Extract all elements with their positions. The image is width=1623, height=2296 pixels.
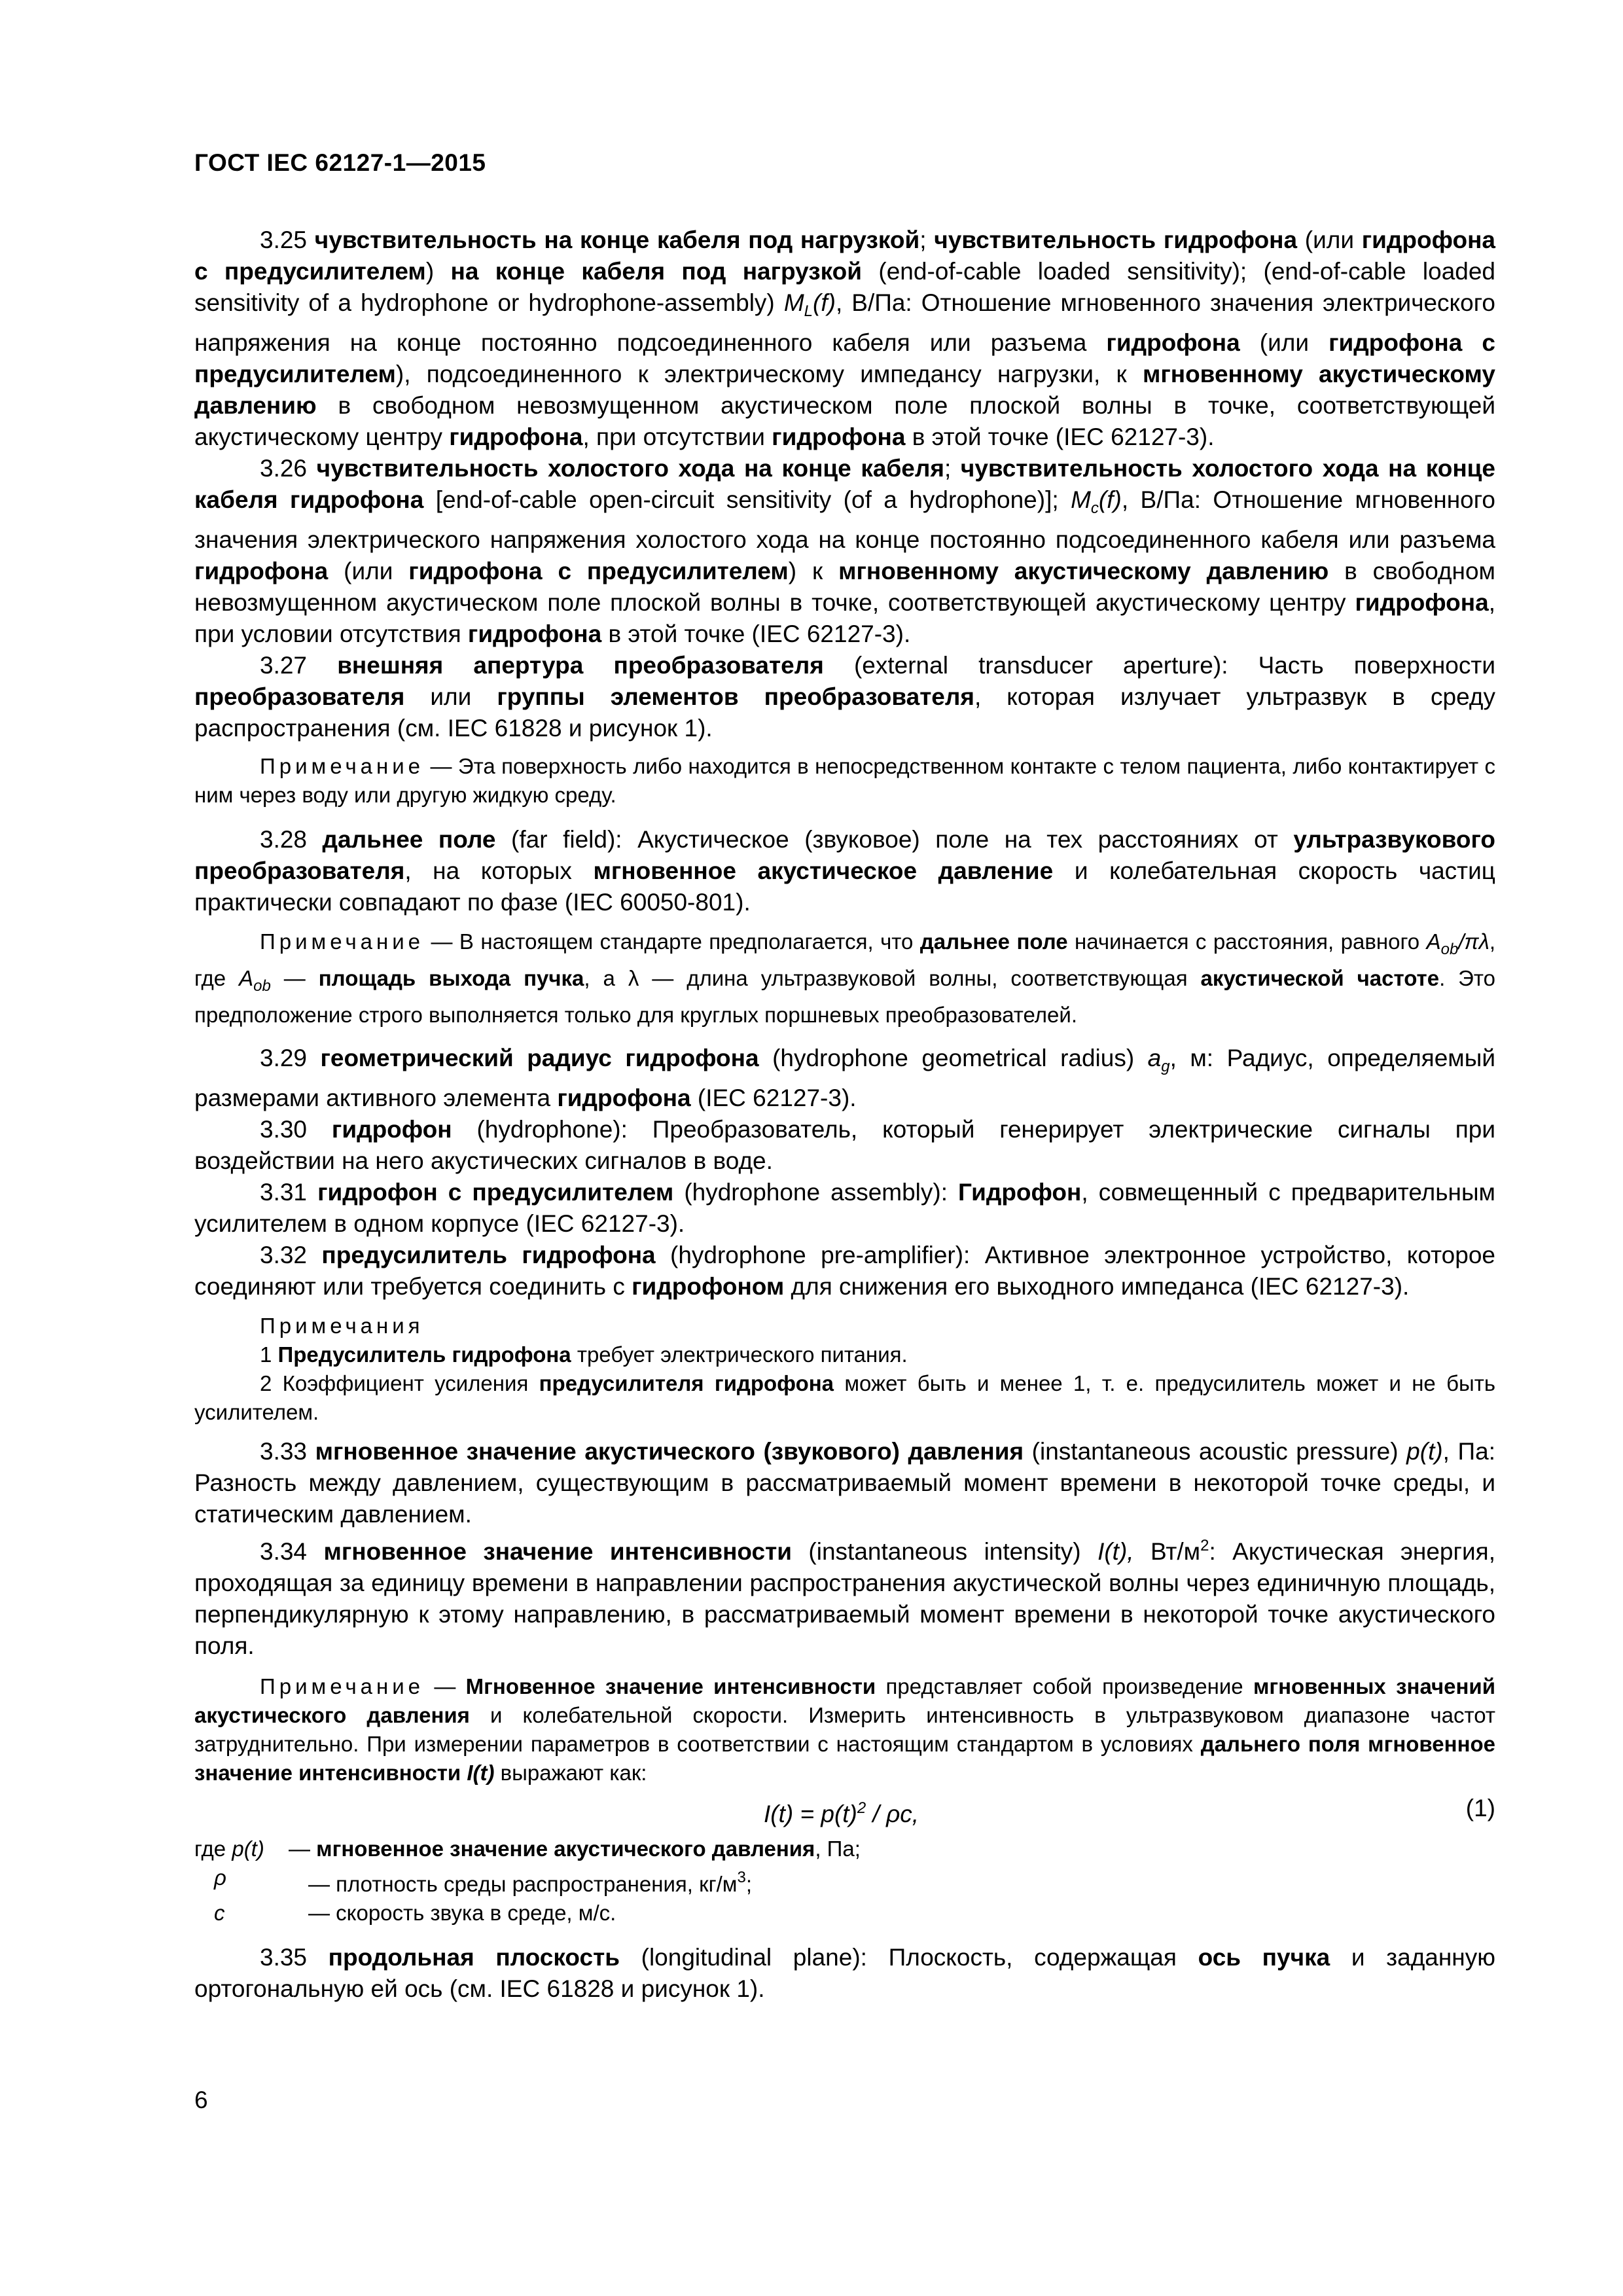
text-run: Предусилитель гидрофона	[277, 1342, 571, 1367]
text-run: 3.33	[260, 1438, 315, 1465]
text-run: гидрофон с предусилителем	[317, 1179, 674, 1206]
text-run: , на которых	[404, 857, 594, 884]
text-run: геометрический радиус гидрофона	[320, 1045, 759, 1071]
note-paragraph	[194, 1369, 1495, 1427]
text-run: I(t),	[1097, 1538, 1134, 1565]
text-run: — плотность среды распространения, кг/м	[308, 1872, 738, 1896]
text-run: ;	[919, 226, 935, 253]
text-run: , В/Па: Отношение мгновенного значения электрического напряжения на конце постоянно подсоединенного кабеля или разъема	[194, 289, 1495, 356]
text-run: мгновенное акустическое давление	[593, 857, 1054, 884]
formula-legend-row	[194, 1899, 1495, 1928]
text-run: Мгновенное значение интенсивности	[465, 1674, 876, 1698]
text-run: 3.32	[260, 1242, 322, 1268]
text-run: гидрофона	[1355, 589, 1489, 616]
text-run: предусилитель гидрофона	[321, 1242, 656, 1268]
text-run: M	[1071, 486, 1091, 513]
text-run: 2	[1200, 1537, 1209, 1554]
text-run: , м: Радиус, определяемый размерами активного элемента	[194, 1045, 1495, 1111]
text-run: (hydrophone): Преобразователь, который генерирует электрические сигналы при воздействии на него акустических сигналов в воде.	[194, 1116, 1495, 1174]
text-run: гидрофона	[1106, 329, 1240, 356]
text-run: чувствительность холостого хода на конце кабеля	[316, 455, 944, 482]
formula-1	[194, 1793, 1495, 1829]
text-run: выражают как:	[494, 1761, 647, 1785]
term-definition-paragraph	[194, 1436, 1495, 1530]
text-run: : Акустическая энергия, проходящая за единицу времени в направлении распространения акустической волны через единичную площадь, перпендикулярную к этому направлению, в рассматриваемый момент времени в некоторой точке акустического поля.	[194, 1538, 1495, 1659]
formula-symbol-definition	[289, 1835, 1495, 1863]
text-run: или	[404, 683, 497, 710]
text-run: предусилителя гидрофона	[539, 1371, 834, 1395]
text-run: гидрофона	[449, 423, 583, 450]
text-run: мгновенное значение интенсивности	[323, 1538, 792, 1565]
text-run: — Эта поверхность либо находится в непосредственном контакте с телом пациента, либо контактирует с ним через воду или другую жидкую среду.	[194, 754, 1495, 807]
text-run: Примечание	[260, 1674, 425, 1698]
term-definition-paragraph	[194, 1530, 1495, 1662]
text-run: гидрофона	[467, 620, 602, 647]
text-run: 3.26	[260, 455, 317, 482]
text-run: , которая излучает ультразвук в среду распространения (см. IEC 61828 и рисунок 1).	[194, 683, 1495, 742]
note-paragraph	[194, 927, 1495, 1030]
text-run: (или	[328, 558, 409, 584]
text-run: 2	[857, 1799, 866, 1817]
text-run: гидрофона	[194, 558, 329, 584]
text-run: (longitudinal plane): Плоскость, содержащая	[619, 1944, 1198, 1971]
document-body	[194, 224, 1495, 2005]
term-definition-paragraph	[194, 1114, 1495, 1177]
text-run: (far field): Акустическое (звуковое) поле на тех расстояниях от	[495, 826, 1294, 853]
text-run: гидрофон	[331, 1116, 452, 1143]
text-run: —	[270, 966, 319, 990]
text-run: g	[1161, 1058, 1170, 1075]
text-run: 3.34	[260, 1538, 324, 1565]
text-run: мгновенное значение акустического (звукового) давления	[315, 1438, 1024, 1465]
text-run: Примечание	[260, 754, 425, 778]
text-run: , при отсутствии	[582, 423, 772, 450]
text-run: в этой точке (IEC 62127-3).	[601, 620, 911, 647]
text-run: ось пучка	[1198, 1944, 1330, 1971]
text-run: для снижения его выходного импеданса (IEC 62127-3).	[784, 1273, 1410, 1300]
text-run: , совмещенный с предварительным усилителем в одном корпусе (IEC 62127-3).	[194, 1179, 1495, 1237]
text-run: дальнего поля мгновенное значение интенсивности	[194, 1732, 1496, 1785]
text-run: 2 Коэффициент усиления	[260, 1371, 539, 1395]
text-run: дальнее поле	[919, 929, 1068, 954]
term-definition-paragraph	[194, 1240, 1495, 1302]
text-run: ;	[745, 1872, 752, 1896]
formula-legend	[194, 1835, 1495, 1928]
text-run: — В настоящем стандарте предполагается, что	[424, 929, 920, 954]
term-definition-paragraph	[194, 1942, 1495, 2005]
formula-symbol: c	[214, 1901, 225, 1925]
text-run: (instantaneous intensity)	[792, 1538, 1098, 1565]
text-run: гидрофона	[772, 423, 906, 450]
text-run: , при условии отсутствия	[194, 589, 1495, 647]
text-run: , Па;	[815, 1837, 861, 1861]
formula-symbol: ρ	[214, 1865, 226, 1890]
text-run: M	[783, 289, 804, 316]
text-run: (external transducer aperture): Часть поверхности	[823, 652, 1495, 679]
text-run: мгновенных значений акустического давления	[194, 1674, 1495, 1727]
text-run: (end-of-cable loaded sensitivity); (end-of-cable loaded sensitivity of a hydrophone or hydrophone-assembly)	[194, 258, 1496, 316]
text-run: акустической частоте	[1200, 966, 1440, 990]
text-run: внешняя апертура преобразователя	[337, 652, 824, 679]
text-run: представляет собой произведение	[876, 1674, 1253, 1698]
text-run: мгновенному акустическому давлению	[194, 361, 1495, 419]
text-run: преобразователя	[194, 683, 405, 710]
text-run: , В/Па: Отношение мгновенного значения электрического напряжения холостого хода на конце постоянно подсоединенного кабеля или разъема	[194, 486, 1495, 553]
text-run: —	[424, 1674, 466, 1698]
text-run: и колебательной скорости. Измерить интенсивность в ультразвуковом диапазоне частот затруднительно. При измерении параметров в соответствии с настоящим стандартом в условиях	[194, 1703, 1495, 1756]
term-definition-paragraph	[194, 453, 1495, 650]
text-run: Вт/м	[1133, 1538, 1201, 1565]
formula-expression	[764, 1793, 919, 1830]
text-run: ), подсоединенного к электрическому импедансу нагрузки, к	[395, 361, 1143, 387]
formula-number: (1)	[1465, 1795, 1495, 1821]
text-run: / ρc,	[866, 1801, 919, 1827]
text-run: —	[289, 1837, 317, 1861]
text-run: (f)	[813, 289, 836, 316]
text-run: 3.35	[260, 1944, 329, 1971]
text-run: гидрофона с предусилителем	[194, 226, 1496, 285]
text-run: гидрофона	[557, 1085, 691, 1111]
text-run: начинается с расстояния, равного	[1067, 929, 1427, 954]
text-run: 3	[737, 1869, 746, 1886]
text-run: A	[1426, 929, 1441, 954]
text-run	[461, 1761, 467, 1785]
text-run: — скорость звука в среде, м/с.	[308, 1901, 616, 1925]
text-run: c	[1090, 499, 1099, 517]
text-run: группы элементов преобразователя	[497, 683, 974, 710]
term-definition-paragraph	[194, 824, 1495, 918]
term-definition-paragraph	[194, 1043, 1495, 1114]
text-run: A	[239, 966, 254, 990]
text-run: и колебательная скорость частиц практически совпадают по фазе (IEC 60050-801).	[194, 857, 1495, 916]
text-run: a	[1147, 1045, 1162, 1071]
text-run: Гидрофон	[958, 1179, 1082, 1206]
text-run: [end-of-cable open-circuit sensitivity (of a hydrophone)];	[423, 486, 1071, 513]
text-run: p(t)	[1406, 1438, 1443, 1465]
note-paragraph	[194, 1672, 1495, 1787]
term-definition-paragraph	[194, 650, 1495, 744]
text-run: I(t) = p(t)	[764, 1801, 857, 1827]
text-run: мгновенному акустическому давлению	[838, 558, 1329, 584]
text-run: продольная плоскость	[328, 1944, 620, 1971]
text-run: 3.28	[260, 826, 323, 853]
text-run: (hydrophone geometrical radius)	[758, 1045, 1148, 1071]
term-definition-paragraph	[194, 224, 1495, 453]
text-run: I(t)	[467, 1761, 495, 1785]
text-run: на конце кабеля под нагрузкой	[450, 258, 863, 285]
text-run: . Это предположение строго выполняется только для круглых поршневых преобразователей.	[194, 966, 1495, 1027]
text-run: Примечание	[260, 929, 425, 954]
text-run: 3.29	[260, 1045, 321, 1071]
text-run: ;	[944, 455, 961, 482]
text-run: L	[804, 302, 813, 320]
text-run: )	[425, 258, 451, 285]
formula-symbol: где p(t)	[194, 1837, 264, 1861]
text-run: , а λ — длина ультразвуковой волны, соответствующая	[584, 966, 1201, 990]
text-run: требует электрического питания.	[571, 1342, 908, 1367]
text-run: 3.27	[260, 652, 338, 679]
formula-legend-row	[194, 1863, 1495, 1899]
note-paragraph	[194, 752, 1495, 810]
text-run: гидрофоном	[632, 1273, 785, 1300]
text-run: , где	[194, 929, 1495, 990]
text-run: (IEC 62127-3).	[690, 1085, 857, 1111]
text-run: (или	[1240, 329, 1329, 356]
text-run: гидрофона с предусилителем	[194, 329, 1495, 387]
text-run: ob	[253, 977, 271, 995]
text-run: 3.30	[260, 1116, 332, 1143]
text-run: 3.31	[260, 1179, 318, 1206]
term-definition-paragraph	[194, 1177, 1495, 1240]
text-run: Примечания	[260, 1314, 424, 1338]
text-run: ультразвукового преобразователя	[194, 826, 1495, 884]
formula-symbol-definition	[308, 1863, 1495, 1899]
text-run: 3.25	[260, 226, 315, 253]
text-run: площадь выхода пучка	[318, 966, 584, 990]
text-run: ob	[1440, 941, 1459, 958]
text-run: дальнее поле	[322, 826, 496, 853]
formula-symbol-definition	[308, 1899, 1495, 1928]
text-run: в свободном невозмущенном акустическом поле плоской волны в точке, соответствующей акустическому центру	[194, 392, 1495, 450]
text-run: /πλ	[1458, 929, 1489, 954]
text-run: (instantaneous acoustic pressure)	[1024, 1438, 1407, 1465]
text-run: (hydrophone assembly):	[673, 1179, 959, 1206]
text-run: ) к	[788, 558, 839, 584]
text-run: в свободном невозмущенном акустическом поле плоской волны в точке, соответствующей акустическому центру	[194, 558, 1495, 616]
text-run: (f)	[1098, 486, 1122, 513]
note-paragraph	[194, 1312, 1495, 1340]
text-run: (или	[1297, 226, 1362, 253]
document-header: ГОСТ IEC 62127-1—2015	[194, 149, 486, 176]
text-run: в этой точке (IEC 62127-3).	[905, 423, 1215, 450]
formula-legend-row	[194, 1835, 1495, 1863]
text-run: гидрофона с предусилителем	[408, 558, 789, 584]
text-run: чувствительность гидрофона	[934, 226, 1298, 253]
text-run: , Па: Разность между давлением, существующим в рассматриваемый момент времени в некоторой точке среды, и статическим давлением.	[194, 1438, 1495, 1528]
text-run: и заданную ортогональную ей ось (см. IEC 61828 и рисунок 1).	[194, 1944, 1495, 2002]
page-number: 6	[194, 2087, 208, 2113]
text-run: мгновенное значение акустического давления	[316, 1837, 815, 1861]
text-run: чувствительность на конце кабеля под нагрузкой	[314, 226, 920, 253]
text-run: чувствительность холостого хода на конце кабеля гидрофона	[194, 455, 1495, 513]
text-run: 1	[260, 1342, 278, 1367]
text-run: (hydrophone pre-amplifier): Активное электронное устройство, которое соединяют или требуется соединить с	[194, 1242, 1495, 1300]
text-run: может быть и менее 1, т. е. предусилитель может и не быть усилителем.	[194, 1371, 1496, 1424]
note-paragraph	[194, 1340, 1495, 1369]
